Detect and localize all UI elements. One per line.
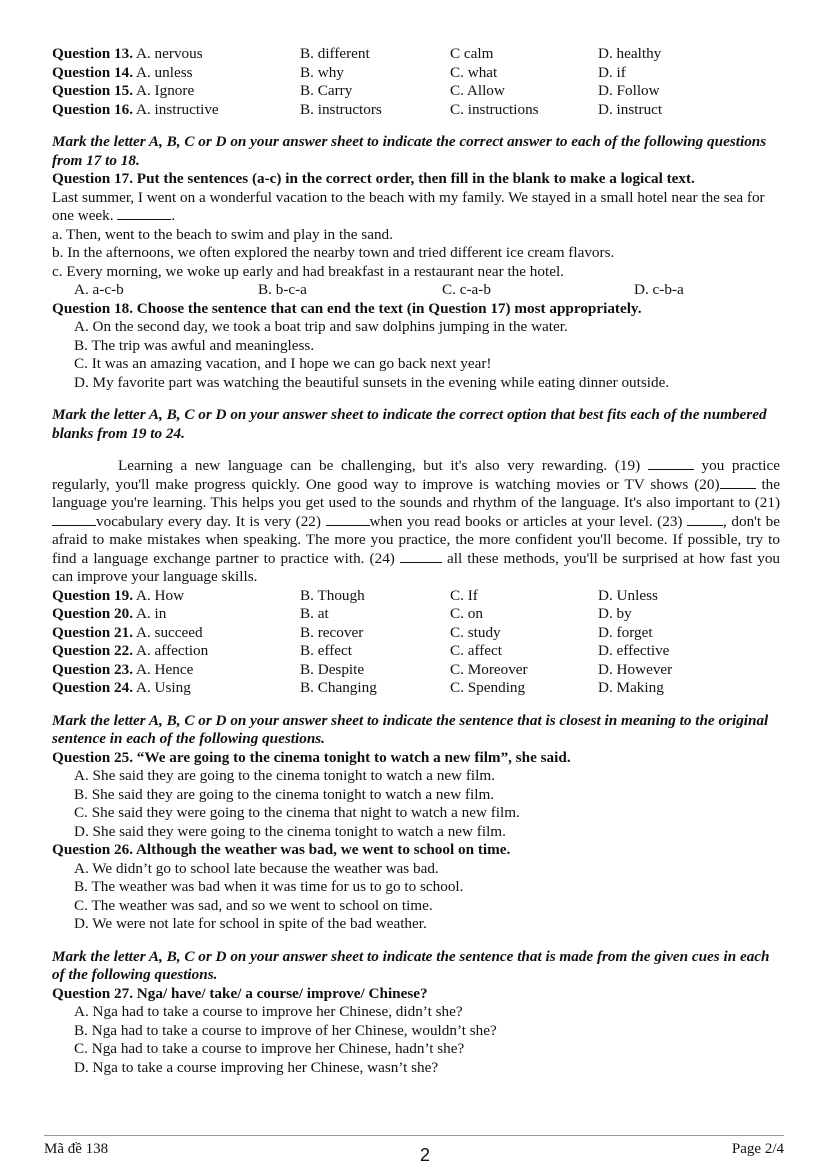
option-d: D. She said they were going to the cinema tonight to watch a new film. <box>74 822 506 840</box>
option-a: A. On the second day, we took a boat trip and saw dolphins jumping in the water. <box>74 318 568 335</box>
question-17-options <box>52 281 780 300</box>
page-footer <box>44 1138 784 1168</box>
section-instruction-25-26: Mark the letter A, B, C or D on your answer sheet to indicate the sentence that is closest in meaning to the original sentence in each of the following questions. <box>52 711 769 747</box>
option-d: D. Nga to take a course improving her Chinese, wasn’t she? <box>74 1058 439 1076</box>
page-number: Page 2/4 <box>731 1141 784 1157</box>
option-c: C. The weather was sad, and so we went to school on time. <box>74 896 433 914</box>
option-b: B. She said they are going to the cinema tonight to watch a new film. <box>74 785 495 803</box>
option-d: D. My favorite part was watching the beautiful sunsets in the evening while eating dinner outside. <box>74 373 670 391</box>
answer-row-16 <box>52 101 780 120</box>
question-25-title: Question 25. “We are going to the cinema tonight to watch a new film”, she said. <box>52 748 571 766</box>
handwritten-page-number: 2 <box>420 1145 431 1165</box>
question-17-title: Question 17. Put the sentences (a-c) in the correct order, then fill in the blank to make a logical text. <box>52 170 695 187</box>
answer-row-20: Question 20. A. in B. at C. on D. by <box>52 605 632 622</box>
answer-row-15 <box>52 82 780 101</box>
option-c: C. She said they were going to the cinema that night to watch a new film. <box>74 804 520 821</box>
sentence-b: b. In the afternoons, we often explored the nearby town and tried different ice cream flavors. <box>52 244 615 261</box>
footer-rule <box>44 1135 784 1136</box>
option-b: B. b-c-a <box>258 281 307 298</box>
option-b: B. Carry <box>300 82 353 99</box>
option-d: D. We were not late for school in spite of the bad weather. <box>74 915 427 932</box>
answer-row-14 <box>52 64 780 83</box>
option-b: B. different <box>300 45 370 62</box>
answer-row-24: Question 24. A. Using B. Changing C. Spending D. Making <box>52 679 664 696</box>
cloze-passage: Learning a new language can be challenging, but it's also very rewarding. (19) you practice regularly, you'll make progress quickly. One good way to improve is watching movies or TV shows (20) the language you're learning. This helps you get used to the sounds and rhythm of the language. It's also important to (21)vocabulary every day. It is very (22) when you read books or articles at your level. (23) , don't be afraid to make mistakes when speaking. The more you practice, the more confident you'll become. If possible, try to find a language exchange partner to practice with. (24) all these methods, you'll be surprised at how fast you can improve your language skills. <box>52 457 781 585</box>
option-c: C. c-a-b <box>442 281 491 298</box>
option-c: C. instructions <box>450 100 539 118</box>
blank-20 <box>720 476 756 489</box>
option-a: A. unless <box>135 63 193 81</box>
section-instruction-19-24: Mark the letter A, B, C or D on your answer sheet to indicate the correct option that best fits each of the numbered blanks from 19 to 24. <box>52 406 767 442</box>
option-d: D. Follow <box>598 82 660 99</box>
blank-22 <box>326 513 370 526</box>
section-instruction-27: Mark the letter A, B, C or D on your answer sheet to indicate the sentence that is made from the given cues in each of the following questions. <box>52 947 770 983</box>
option-b: B. The trip was awful and meaningless. <box>74 336 315 354</box>
answer-row-23: Question 23. A. Hence B. Despite C. Moreover D. However <box>52 660 673 678</box>
answer-row-13 <box>52 45 780 64</box>
question-number: Question 13. <box>52 45 134 62</box>
option-a: A. She said they are going to the cinema tonight to watch a new film. <box>74 767 495 784</box>
option-d: D. c-b-a <box>634 281 684 298</box>
question-27-title: Question 27. Nga/ have/ take/ a course/ improve/ Chinese? <box>52 984 428 1002</box>
answer-row-21: Question 21. A. succeed B. recover C. study D. forget <box>52 623 653 641</box>
answer-row-19: Question 19. A. How B. Though C. If D. Unless <box>52 586 658 604</box>
option-c: C. Allow <box>450 82 505 99</box>
blank-17 <box>117 207 171 220</box>
option-b: B. The weather was bad when it was time for us to go to school. <box>74 878 464 895</box>
exam-code: Mã đề 138 <box>44 1141 109 1157</box>
question-18-title: Question 18. Choose the sentence that can end the text (in Question 17) most appropriately. <box>52 299 642 317</box>
blank-24 <box>400 550 442 563</box>
option-a: A. Nga had to take a course to improve her Chinese, didn’t she? <box>74 1003 463 1020</box>
question-number: Question 16. <box>52 100 134 118</box>
option-d: D. if <box>598 63 626 81</box>
option-a: A. Ignore <box>135 82 195 99</box>
blank-23 <box>687 513 723 526</box>
answer-row-22: Question 22. A. affection B. effect C. affect D. effective <box>52 642 670 659</box>
option-b: B. Nga had to take a course to improve of her Chinese, wouldn’t she? <box>74 1021 497 1039</box>
option-c: C. It was an amazing vacation, and I hope we can go back next year! <box>74 355 492 372</box>
option-a: A. instructive <box>135 100 219 118</box>
option-c: C calm <box>450 45 494 62</box>
option-b: B. instructors <box>300 100 382 118</box>
answer-grid-19-24 <box>52 587 780 698</box>
option-a: A. nervous <box>135 45 203 62</box>
section-instruction-17-18: Mark the letter A, B, C or D on your answer sheet to indicate the correct answer to each of the following questions from 17 to 18. <box>52 133 767 169</box>
exam-page <box>52 45 780 1077</box>
blank-19 <box>648 457 694 470</box>
question-17-text: Last summer, I went on a wonderful vacation to the beach with my family. We stayed in a small hotel near the sea for one week. . <box>52 188 765 224</box>
option-a: A. a-c-b <box>74 281 124 298</box>
option-c: C. Nga had to take a course to improve her Chinese, hadn’t she? <box>74 1040 465 1057</box>
question-26-title: Question 26. Although the weather was bad, we went to school on time. <box>52 841 511 858</box>
blank-21 <box>52 513 96 526</box>
question-number: Question 14. <box>52 63 134 81</box>
question-number: Question 15. <box>52 82 134 99</box>
sentence-c: c. Every morning, we woke up early and had breakfast in a restaurant near the hotel. <box>52 262 564 280</box>
option-d: D. instruct <box>598 100 663 118</box>
option-d: D. healthy <box>598 45 662 62</box>
answer-grid-13-16 <box>52 45 780 119</box>
option-c: C. what <box>450 63 498 81</box>
option-a: A. We didn’t go to school late because the weather was bad. <box>74 859 439 877</box>
option-b: B. why <box>300 63 344 81</box>
sentence-a: a. Then, went to the beach to swim and play in the sand. <box>52 225 393 243</box>
